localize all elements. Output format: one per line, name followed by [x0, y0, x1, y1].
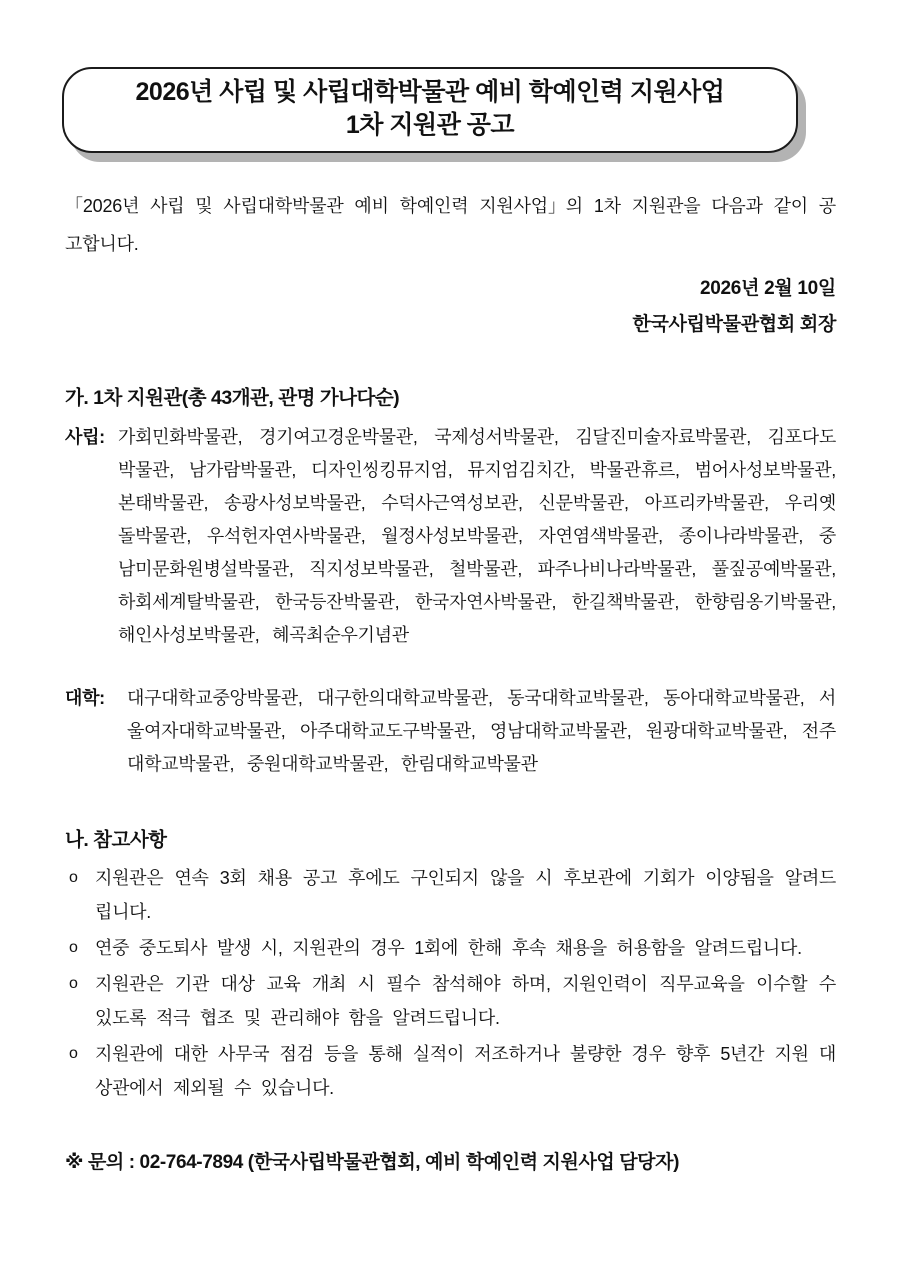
note-item: [65, 861, 836, 929]
signature-block: [65, 271, 836, 343]
note-item: [65, 931, 836, 965]
section-supported-museums: [65, 385, 836, 781]
bullet-marker: o: [69, 939, 78, 956]
note-text: 지원관에 대한 사무국 점검 등을 통해 실적이 저조하거나 불량한 경우 향후 5년간 지원 대상관에서 제외될 수 있습니다.: [95, 1044, 836, 1098]
group-items: 가회민화박물관, 경기여고경운박물관, 국제성서박물관, 김달진미술자료박물관, 김포다도박물관, 남가람박물관, 디자인씽킹뮤지엄, 뮤지엄김치간, 박물관휴르, 범어사성보박물관, 본태박물관, 송광사성보박물관, 수덕사근역성보관, 신문박물관, 아프리카박물관, 우리옛돌박물관, 우석헌자연사박물관, 월정사성보박물관, 자연염색박물관, 종이나라박물관, 중남미문화원병설박물관, 직지성보박물관, 철박물관, 파주나비나라박물관, 풀짚공예박물관, 하회세계탈박물관, 한국등잔박물관, 한국자연사박물관, 한길책박물관, 한향림옹기박물관, 해인사성보박물관, 혜곡최순우기념관: [118, 427, 836, 645]
museum-group: [65, 682, 836, 781]
section-notes: [65, 827, 836, 1105]
group-label: 대학:: [65, 688, 105, 708]
note-text: 지원관은 연속 3회 채용 공고 후에도 구인되지 않을 시 후보관에 기회가 이양됨을 알려드립니다.: [95, 868, 836, 922]
note-text: 지원관은 기관 대상 교육 개최 시 필수 참석해야 하며, 지원인력이 직무교육을 이수할 수 있도록 적극 협조 및 관리해야 함을 알려드립니다.: [95, 974, 836, 1028]
note-item: [65, 1037, 836, 1105]
museum-groups: [65, 421, 836, 781]
bullet-marker: o: [69, 1045, 78, 1062]
notes-list: [65, 861, 836, 1105]
issuer: 한국사립박물관협회 회장: [632, 314, 836, 335]
section-a-heading: 가. 1차 지원관(총 43개관, 관명 가나다순): [65, 387, 400, 409]
title-line-2: 1차 지원관 공고: [345, 111, 515, 139]
inquiry-line: ※ 문의 : 02-764-7894 (한국사립박물관협회, 예비 학예인력 지원사업 담당자): [65, 1152, 680, 1173]
note-text: 연중 중도퇴사 발생 시, 지원관의 경우 1회에 한해 후속 채용을 허용함을 알려드립니다.: [95, 938, 802, 958]
intro-paragraph: 「2026년 사립 및 사립대학박물관 예비 학예인력 지원사업」의 1차 지원관을 다음과 같이 공고합니다.: [65, 196, 836, 254]
announcement-date: 2026년 2월 10일: [700, 278, 836, 299]
section-b-heading: 나. 참고사항: [65, 829, 167, 851]
museum-group: [65, 421, 836, 652]
title-line-1: 2026년 사립 및 사립대학박물관 예비 학예인력 지원사업: [135, 78, 725, 106]
bullet-marker: o: [69, 975, 78, 992]
note-item: [65, 967, 836, 1035]
group-items: 대구대학교중앙박물관, 대구한의대학교박물관, 동국대학교박물관, 동아대학교박물관, 서울여자대학교박물관, 아주대학교도구박물관, 영남대학교박물관, 원광대학교박물관, 전주대학교박물관, 중원대학교박물관, 한림대학교박물관: [127, 688, 836, 774]
bullet-marker: o: [69, 869, 78, 886]
title-box: [62, 67, 798, 153]
group-label: 사립:: [65, 427, 105, 447]
